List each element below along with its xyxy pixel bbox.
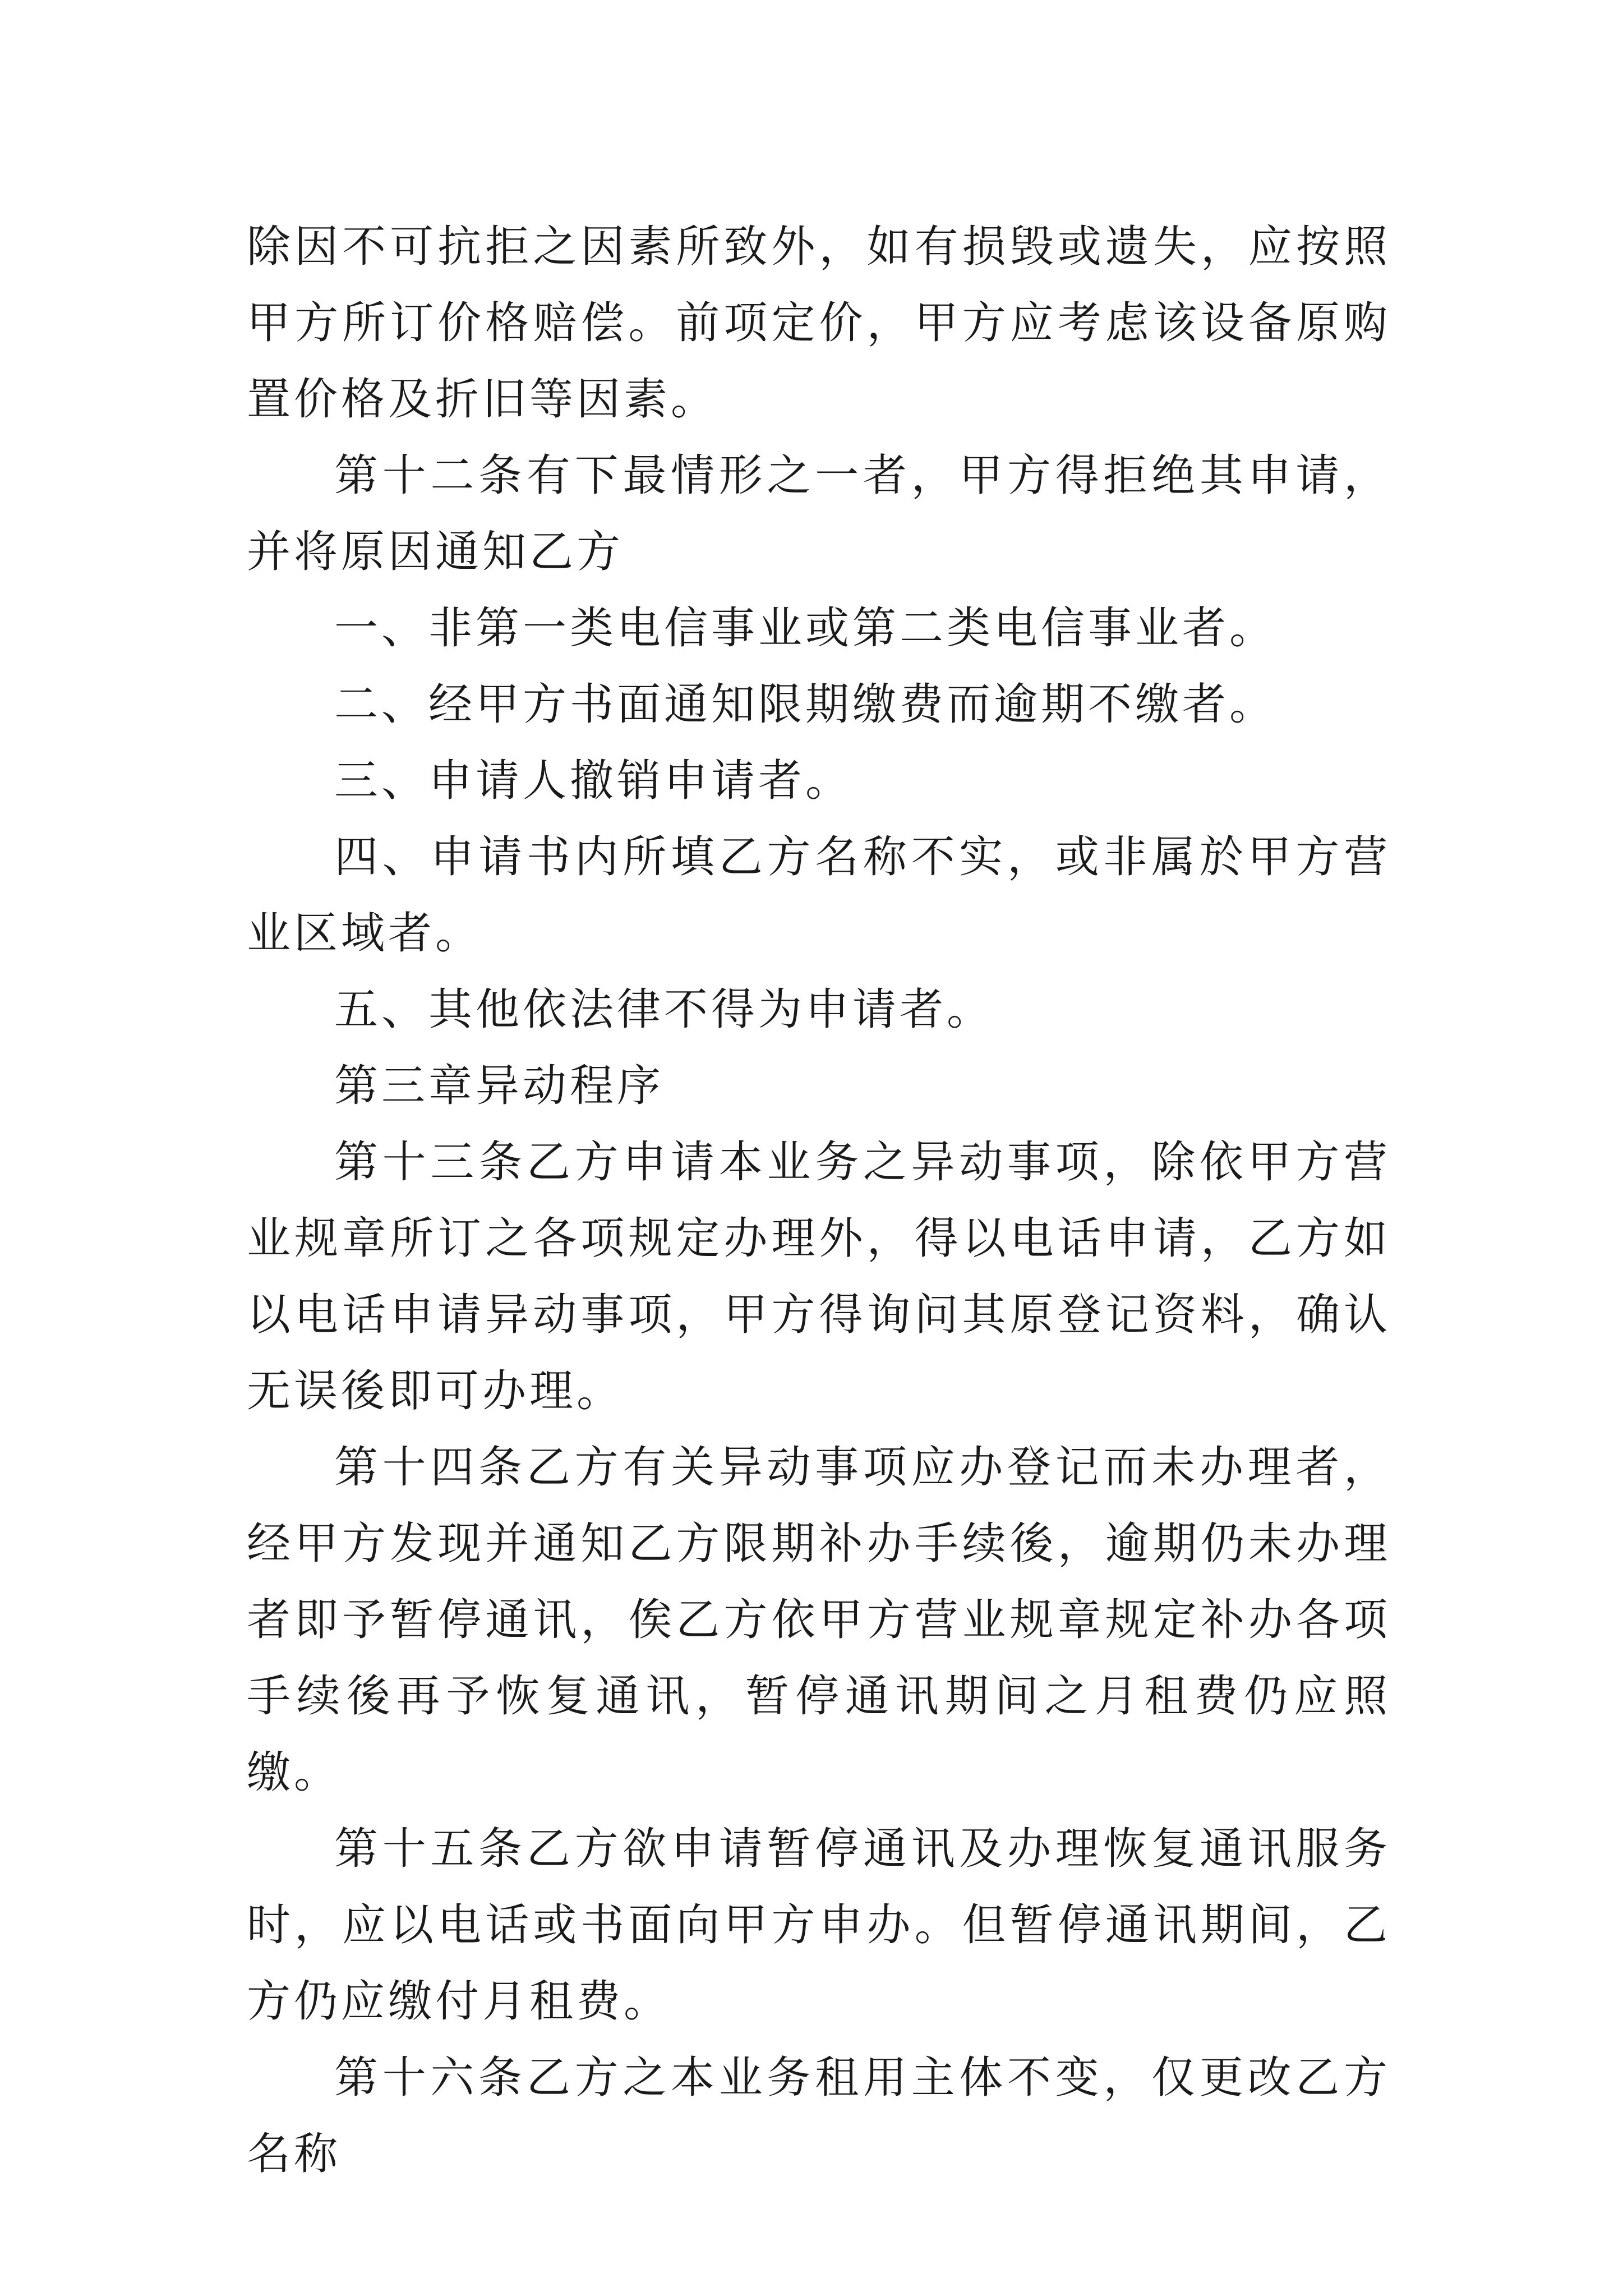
list-item-3: 三、申请人撤销申请者。 [334, 756, 853, 806]
paragraph-article-14: 第十四条乙方有关异动事项应办登记而未办理者，经甲方发现并通知乙方限期补办手续後，逾期仍未办理者即予暂停通讯，俟乙方依甲方营业规章规定补办各项手续後再予恢复通讯，暂停通讯期间之月租费仍应照缴。 [247, 1442, 1391, 1798]
list-item-2: 二、经甲方书面通知限期缴费而逾期不缴者。 [334, 679, 1277, 730]
paragraph-article-15: 第十五条乙方欲申请暂停通讯及办理恢复通讯服务时，应以电话或书面向甲方申办。但暂停通讯期间，乙方仍应缴付月租费。 [247, 1824, 1391, 2027]
paragraph-article-12: 第十二条有下最情形之一者，甲方得拒绝其申请，并将原因通知乙方 [247, 450, 1391, 577]
list-item-5: 五、其他依法律不得为申请者。 [334, 984, 994, 1035]
paragraph-article-16: 第十六条乙方之本业务租用主体不变，仅更改乙方名称 [247, 2053, 1391, 2179]
paragraph-article-13: 第十三条乙方申请本业务之异动事项，除依甲方营业规章所订之各项规定办理外，得以电话申请，乙方如以电话申请异动事项，甲方得询问其原登记资料，确认无误後即可办理。 [247, 1137, 1391, 1416]
chapter-heading: 第三章异动程序 [334, 1061, 665, 1111]
document-body [247, 209, 1391, 2192]
list-item-4: 四、申请书内所填乙方名称不实，或非属於甲方营业区域者。 [247, 832, 1391, 959]
list-item-1: 一、非第一类电信事业或第二类电信事业者。 [334, 603, 1277, 654]
paragraph-continuation: 除因不可抗拒之因素所致外，如有损毁或遗失，应按照甲方所订价格赔偿。前项定价，甲方应考虑该设备原购置价格及折旧等因素。 [247, 222, 1391, 425]
